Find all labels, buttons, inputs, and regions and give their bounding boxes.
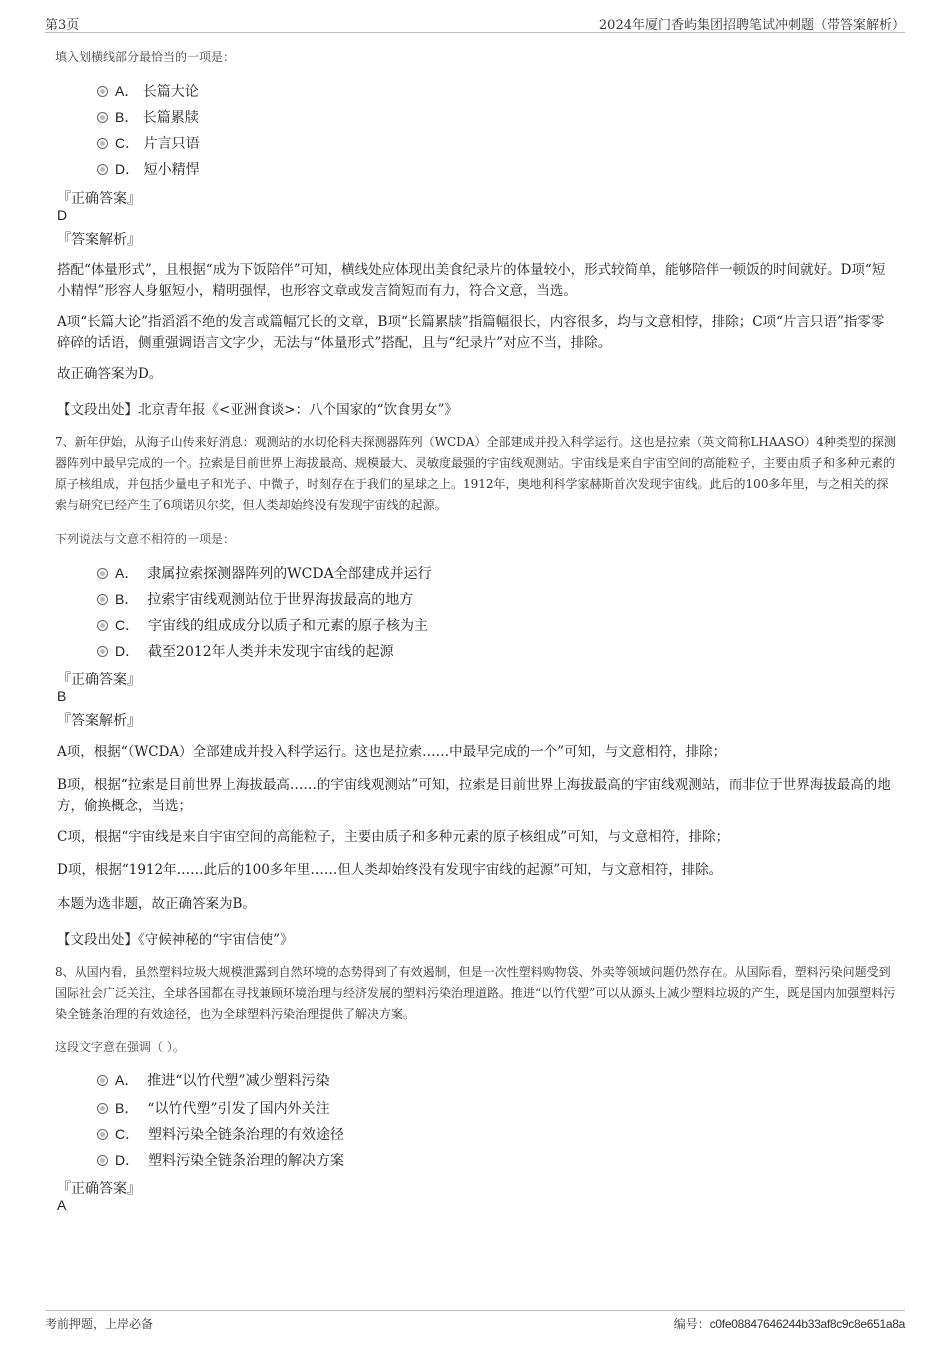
q7-analysis-p2: B项，根据“拉索是目前世界上海拔最高……的宇宙线观测站”可知，拉索是目前世界上海拔最高的宇宙线观测站，而非位于世界海拔最高的地方，偷换概念，当选； <box>57 777 891 814</box>
q6-analysis-p2: A项“长篇大论”指滔滔不绝的发言或篇幅冗长的文章，B项“长篇累牍”指篇幅很长，内容很多，均与文意相悖，排除；C项“片言只语”指零零碎碎的话语，侧重强调语言文字少，无法与“体量形式”搭配，且与“纪录片”对应不当，排除。 <box>57 314 885 351</box>
option-text: 拉索宇宙线观测站位于世界海拔最高的地方 <box>147 592 414 608</box>
option-letter: A． <box>115 565 139 581</box>
option-text: “以竹代塑”引发了国内外关注 <box>147 1101 330 1117</box>
footer-slogan: 考前押题，上岸必备 <box>45 1317 154 1331</box>
radio-icon[interactable] <box>97 1129 108 1140</box>
radio-icon[interactable] <box>97 1103 108 1114</box>
page-footer <box>45 1310 905 1335</box>
option-text: 长篇累牍 <box>142 110 199 126</box>
option-text: 短小精悍 <box>143 162 200 178</box>
q7-source: 【文段出处】《守候神秘的“宇宙信使”》 <box>57 932 294 948</box>
option-letter: B． <box>115 1100 139 1116</box>
radio-icon[interactable] <box>97 164 108 175</box>
option-text: 隶属拉索探测器阵列的WCDA全部建成并运行 <box>147 566 432 582</box>
option-letter: B． <box>115 109 139 125</box>
q6-analysis-p1: 搭配“体量形式”，且根据“成为下饭陪伴”可知，横线处应体现出美食纪录片的体量较小，形式较简单，能够陪伴一顿饭的时间就好。D项“短小精悍”形容人身躯短小，精明强悍，也形容文章或发言简短而有力，符合文意，当选。 <box>57 262 886 299</box>
footer-code-value: c0fe08847646244b33af8c9c8e651a8a <box>709 1317 905 1331</box>
option-letter: D． <box>115 161 140 177</box>
q7-analysis-p5: 本题为选非题，故正确答案为B。 <box>57 896 256 912</box>
q8-answer: A <box>57 1197 67 1213</box>
option-letter: C． <box>115 1126 140 1142</box>
radio-icon[interactable] <box>97 86 108 97</box>
q6-analysis-p3: 故正确答案为D。 <box>57 366 163 382</box>
option-text: 推进“以竹代塑”减少塑料污染 <box>147 1073 330 1089</box>
option-text: 宇宙线的组成成分以质子和元素的原子核为主 <box>148 618 429 634</box>
option-letter: D． <box>115 643 140 659</box>
option-text: 塑料污染全链条治理的解决方案 <box>148 1153 345 1169</box>
q6-answer: D <box>57 207 68 223</box>
radio-icon[interactable] <box>97 620 108 631</box>
footer-code-label: 编号： <box>673 1317 710 1331</box>
radio-icon[interactable] <box>97 1155 108 1166</box>
option-text: 塑料污染全链条治理的有效途径 <box>148 1127 345 1143</box>
q6-prompt: 填入划横线部分最恰当的一项是： <box>55 50 236 64</box>
option-letter: A． <box>115 83 139 99</box>
q6-answer-label: 『正确答案』 <box>57 191 141 207</box>
q7-analysis-p4: D项，根据“1912年……此后的100多年里……但人类却始终没有发现宇宙线的起源”可知，与文意相符，排除。 <box>57 862 723 878</box>
q7-analysis-p3: C项，根据“宇宙线是来自宇宙空间的高能粒子，主要由质子和多种元素的原子核组成”可知，与文意相符，排除； <box>57 829 730 845</box>
radio-icon[interactable] <box>97 646 108 657</box>
option-letter: D． <box>115 1152 140 1168</box>
q7-answer-label: 『正确答案』 <box>57 672 141 688</box>
option-letter: B． <box>115 591 139 607</box>
page-header <box>45 12 905 33</box>
footer-code <box>674 1315 905 1332</box>
option-letter: C． <box>115 617 140 633</box>
radio-icon[interactable] <box>97 138 108 149</box>
option-letter: C． <box>115 135 140 151</box>
option-text: 长篇大论 <box>142 84 199 100</box>
q6-analysis-label: 『答案解析』 <box>57 232 141 248</box>
page-number: 第3页 <box>45 18 80 33</box>
radio-icon[interactable] <box>97 112 108 123</box>
q8-answer-label: 『正确答案』 <box>57 1181 141 1197</box>
option-text: 截至2012年人类并未发现宇宙线的起源 <box>148 644 394 660</box>
q8-stem: 8、从国内看，虽然塑料垃圾大规模泄露到自然环境的态势得到了有效遏制，但是一次性塑料购物袋、外卖等领域问题仍然存在。从国际看，塑料污染问题受到国际社会广泛关注，全球各国都在寻找兼顾环境治理与经济发展的塑料污染治理道路。推进“以竹代塑”可以从源头上减少塑料垃圾的产生，既是国内加强塑料污染全链条治理的有效途径，也为全球塑料污染治理提供了解决方案。 <box>55 965 896 1021</box>
q6-source: 【文段出处】北京青年报《<亚洲食谈>：八个国家的“饮食男女”》 <box>57 402 458 418</box>
q7-stem: 7、新年伊始，从海子山传来好消息：观测站的水切伦科夫探测器阵列（WCDA）全部建成并投入科学运行。这也是拉索（英文简称LHAASO）4种类型的探测器阵列中最早完成的一个。拉索是目前世界上海拔最高、规模最大、灵敏度最强的宇宙线观测站。宇宙线是来自宇宙空间的高能粒子，主要由质子和多种元素的原子核组成，并包括少量电子和光子、中微子，时刻存在于我们的星球之上。1912年，奥地利科学家赫斯首次发现宇宙线。此后的100多年里，与之相关的探索与研究已经产生了6项诺贝尔奖，但人类却始终没有发现宇宙线的起源。 <box>55 435 896 512</box>
q7-answer: B <box>57 688 67 704</box>
radio-icon[interactable] <box>97 568 108 579</box>
q7-prompt: 下列说法与文意不相符的一项是： <box>55 532 236 546</box>
document-title: 2024年厦门香屿集团招聘笔试冲刺题（带答案解析） <box>598 18 905 33</box>
q8-prompt: 这段文字意在强调（ ）。 <box>55 1040 185 1054</box>
option-text: 片言只语 <box>143 136 200 152</box>
q7-analysis-p1: A项，根据“（WCDA）全部建成并投入科学运行。这也是拉索……中最早完成的一个”可知，与文意相符，排除； <box>57 744 727 760</box>
radio-icon[interactable] <box>97 594 108 605</box>
option-letter: A． <box>115 1072 139 1088</box>
radio-icon[interactable] <box>97 1075 108 1086</box>
q7-analysis-label: 『答案解析』 <box>57 713 141 729</box>
